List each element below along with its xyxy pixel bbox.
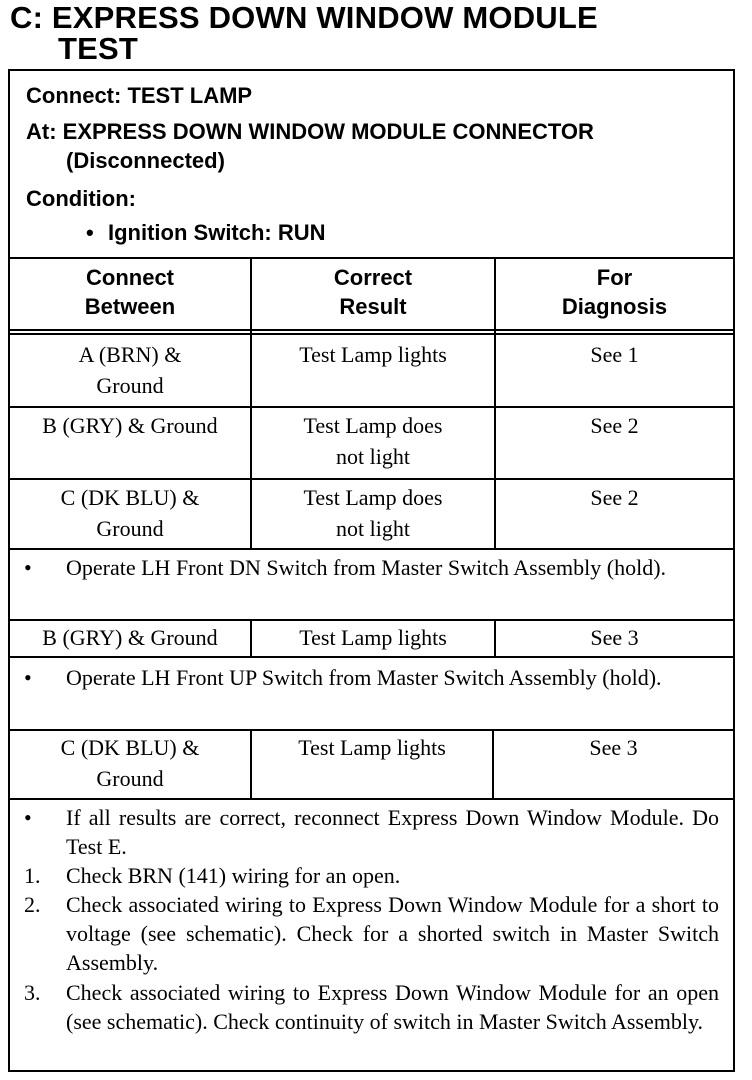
cell-text: Test Lamp does: [303, 413, 443, 438]
item-text: Check BRN (141) wiring for an open.: [66, 863, 401, 888]
header-text: Correct: [333, 265, 413, 290]
cell-text: C (DK BLU) &: [60, 485, 200, 510]
cell-text: Test Lamp lights: [299, 342, 447, 367]
row-divider: [10, 619, 733, 621]
cell-text: not light: [336, 516, 410, 541]
divider: [10, 257, 733, 259]
cell-text: C (DK BLU) &: [60, 735, 200, 760]
cell-text: Test Lamp does: [303, 485, 443, 510]
header-text: Result: [339, 294, 407, 319]
diagnosis-item-1: [24, 861, 719, 890]
bullet-marker: •: [24, 555, 32, 580]
item-number: 3.: [24, 980, 41, 1005]
step-text: Operate LH Front UP Switch from Master Switch Assembly (hold).: [66, 665, 662, 690]
table-row-4-result: Test Lamp lights: [299, 625, 447, 650]
table-row-2-diag: See 2: [590, 413, 639, 438]
cell-text: Ground: [96, 516, 164, 541]
title-line-1: C: EXPRESS DOWN WINDOW MODULE: [10, 0, 598, 35]
title-line-2: TEST: [58, 31, 139, 66]
header-double-rule: [10, 329, 733, 335]
item-number: 1.: [24, 863, 41, 888]
step-operate-dn: [24, 553, 719, 582]
header-text: For: [596, 265, 633, 290]
cell-text: Ground: [96, 373, 164, 398]
condition-label: Condition:: [26, 186, 136, 211]
table-row-3-result: [252, 482, 494, 544]
cell-text: A (BRN) &: [78, 342, 182, 367]
condition-bullet: •: [86, 220, 94, 245]
diagnosis-item-3: [24, 978, 719, 1036]
table-row-5-diag: See 3: [589, 735, 638, 760]
table-row-3-between: [10, 482, 250, 544]
table-row-2-result: [252, 410, 494, 472]
table-row-5-result: Test Lamp lights: [298, 735, 446, 760]
table-row-5-between: [10, 732, 250, 794]
header-for-diagnosis: [496, 263, 733, 321]
row-divider: [10, 478, 733, 480]
step-text: Operate LH Front DN Switch from Master Switch Assembly (hold).: [66, 555, 667, 580]
item-number: 2.: [24, 892, 41, 917]
table-row-4-diag: See 3: [590, 625, 639, 650]
diagnosis-bullet-text: If all results are correct, reconnect Express Down Window Module. Do Test E.: [66, 805, 719, 859]
table-row-2-between: [10, 410, 250, 441]
table-row-3-diag: See 2: [590, 485, 639, 510]
row-divider: [10, 798, 733, 800]
bullet-marker: •: [24, 665, 32, 690]
header-text: Diagnosis: [561, 294, 668, 319]
table-row-1-diag: See 1: [590, 342, 639, 367]
table-row-4-between: B (GRY) & Ground: [42, 625, 218, 650]
header-correct-result: [252, 263, 494, 321]
diagnosis-bullet: [24, 803, 719, 861]
header-connect-between: [10, 263, 250, 321]
header-text: Connect: [86, 265, 174, 290]
cell-text: not light: [336, 444, 410, 469]
at-line-1: At: EXPRESS DOWN WINDOW MODULE CONNECTOR: [26, 119, 594, 144]
table-row-1-result: [252, 339, 494, 370]
setup-section: [10, 71, 733, 259]
bullet-marker: •: [24, 805, 32, 830]
header-text: Between: [84, 294, 176, 319]
row-divider: [10, 729, 733, 731]
row-divider: [10, 406, 733, 408]
table-row-1-between: [10, 339, 250, 401]
step-operate-up: [24, 663, 719, 692]
item-text: Check associated wiring to Express Down Window Module for a short to voltage (see schematic). Check for a shorted switch in Master Switch Assembly.: [66, 892, 719, 975]
item-text: Check associated wiring to Express Down Window Module for an open (see schematic). Check continuity of switch in Master Switch Assembly.: [66, 980, 719, 1034]
row-divider: [10, 548, 733, 550]
page-title: [10, 2, 740, 64]
row-divider: [10, 656, 733, 658]
test-frame: [8, 69, 735, 1072]
diagnosis-item-2: [24, 890, 719, 977]
cell-text: B (GRY) & Ground: [42, 413, 218, 438]
at-line-2: (Disconnected): [66, 148, 225, 173]
cell-text: Ground: [96, 766, 164, 791]
connect-line: Connect: TEST LAMP: [26, 83, 253, 108]
condition-item: Ignition Switch: RUN: [108, 220, 326, 245]
